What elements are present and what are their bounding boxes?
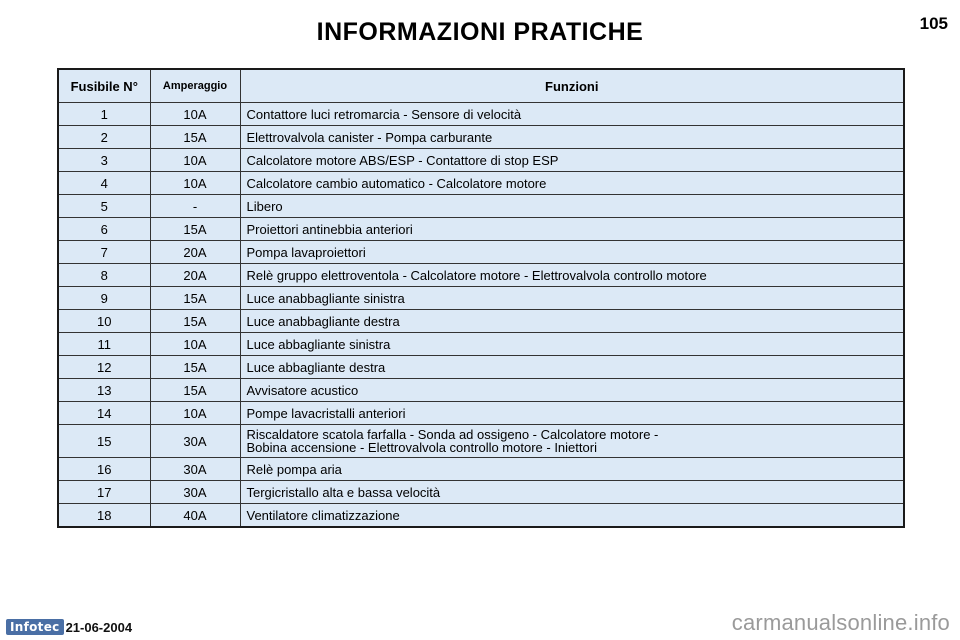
function-cell (240, 481, 904, 504)
table-row (58, 149, 904, 172)
table-row (58, 425, 904, 458)
table-row (58, 218, 904, 241)
function-cell (240, 218, 904, 241)
function-text: Pompe lavacristalli anteriori (246, 405, 406, 421)
column-header-fuse-number: Fusibile N° (58, 69, 150, 103)
function-cell (240, 356, 904, 379)
amperage-cell: 30A (150, 458, 240, 481)
amperage-cell: 30A (150, 425, 240, 458)
table-row (58, 458, 904, 481)
fuse-number-cell: 7 (58, 241, 150, 264)
function-text: Bobina accensione - Elettrovalvola controllo motore - Iniettori (246, 440, 597, 455)
function-cell (240, 264, 904, 287)
fuse-number-cell: 2 (58, 126, 150, 149)
function-text: Luce abbagliante sinistra (246, 336, 391, 352)
function-cell (240, 458, 904, 481)
table-row (58, 310, 904, 333)
fuse-number-cell: 6 (58, 218, 150, 241)
page-title: INFORMAZIONI PRATICHE (316, 18, 644, 46)
function-cell (240, 149, 904, 172)
amperage-cell: 20A (150, 241, 240, 264)
fuse-table (57, 68, 905, 528)
table-row (58, 504, 904, 528)
footer (6, 619, 132, 635)
function-cell (240, 287, 904, 310)
table-row (58, 402, 904, 425)
amperage-cell: 15A (150, 310, 240, 333)
amperage-cell: 15A (150, 356, 240, 379)
table-body (58, 103, 904, 528)
fuse-number-cell: 3 (58, 149, 150, 172)
function-text: Luce anabbagliante destra (246, 313, 400, 329)
function-text: Libero (246, 198, 283, 214)
footer-date: 21-06-2004 (65, 619, 133, 635)
table-row (58, 172, 904, 195)
fuse-number-cell: 14 (58, 402, 150, 425)
table-row (58, 103, 904, 126)
function-text: Riscaldatore scatola farfalla - Sonda ad ossigeno - Calcolatore motore - (246, 427, 659, 442)
table-row (58, 195, 904, 218)
amperage-cell: 30A (150, 481, 240, 504)
function-text: Ventilatore climatizzazione (246, 507, 400, 523)
function-text: Luce abbagliante destra (246, 359, 386, 375)
column-header-functions: Funzioni (240, 69, 904, 103)
amperage-cell: 10A (150, 149, 240, 172)
function-cell (240, 172, 904, 195)
fuse-number-cell: 1 (58, 103, 150, 126)
function-text: Luce anabbagliante sinistra (246, 290, 405, 306)
table-row (58, 379, 904, 402)
amperage-cell: 15A (150, 287, 240, 310)
fuse-number-cell: 8 (58, 264, 150, 287)
function-text: Proiettori antinebbia anteriori (246, 221, 413, 237)
fuse-number-cell: 10 (58, 310, 150, 333)
amperage-cell: 15A (150, 218, 240, 241)
amperage-cell: - (150, 195, 240, 218)
table-row (58, 356, 904, 379)
fuse-number-cell: 13 (58, 379, 150, 402)
function-text: Relè gruppo elettroventola - Calcolatore motore - Elettrovalvola controllo motore (246, 267, 707, 283)
function-text: Pompa lavaproiettori (246, 244, 366, 260)
amperage-cell: 20A (150, 264, 240, 287)
infotec-logo: Infotec (6, 619, 64, 635)
function-text: Calcolatore motore ABS/ESP - Contattore di stop ESP (246, 152, 559, 168)
amperage-cell: 15A (150, 126, 240, 149)
function-cell (240, 333, 904, 356)
amperage-cell: 10A (150, 402, 240, 425)
function-cell (240, 103, 904, 126)
function-cell (240, 241, 904, 264)
fuse-number-cell: 15 (58, 425, 150, 458)
function-cell (240, 195, 904, 218)
page-number: 105 (919, 14, 948, 33)
function-cell (240, 310, 904, 333)
fuse-number-cell: 17 (58, 481, 150, 504)
fuse-number-cell: 16 (58, 458, 150, 481)
function-text: Relè pompa aria (246, 461, 342, 477)
amperage-cell: 10A (150, 103, 240, 126)
function-cell (240, 504, 904, 528)
fuse-number-cell: 11 (58, 333, 150, 356)
function-text: Contattore luci retromarcia - Sensore di velocità (246, 106, 522, 122)
function-text: Avvisatore acustico (246, 382, 359, 398)
table-header-row (58, 69, 904, 103)
table-row (58, 333, 904, 356)
table-row (58, 126, 904, 149)
fuse-number-cell: 4 (58, 172, 150, 195)
function-cell (240, 402, 904, 425)
fuse-number-cell: 18 (58, 504, 150, 528)
fuse-number-cell: 12 (58, 356, 150, 379)
column-header-amperage: Amperaggio (150, 69, 240, 103)
amperage-cell: 40A (150, 504, 240, 528)
fuse-number-cell: 9 (58, 287, 150, 310)
fuse-number-cell: 5 (58, 195, 150, 218)
function-cell (240, 425, 904, 458)
function-cell (240, 379, 904, 402)
watermark: carmanualsonline.info (731, 610, 950, 635)
function-text: Elettrovalvola canister - Pompa carburante (246, 129, 493, 145)
table-row (58, 287, 904, 310)
function-text: Tergicristallo alta e bassa velocità (246, 484, 441, 500)
amperage-cell: 10A (150, 333, 240, 356)
amperage-cell: 15A (150, 379, 240, 402)
amperage-cell: 10A (150, 172, 240, 195)
table-row (58, 241, 904, 264)
function-text: Calcolatore cambio automatico - Calcolatore motore (246, 175, 547, 191)
table-row (58, 264, 904, 287)
table-row (58, 481, 904, 504)
function-cell (240, 126, 904, 149)
